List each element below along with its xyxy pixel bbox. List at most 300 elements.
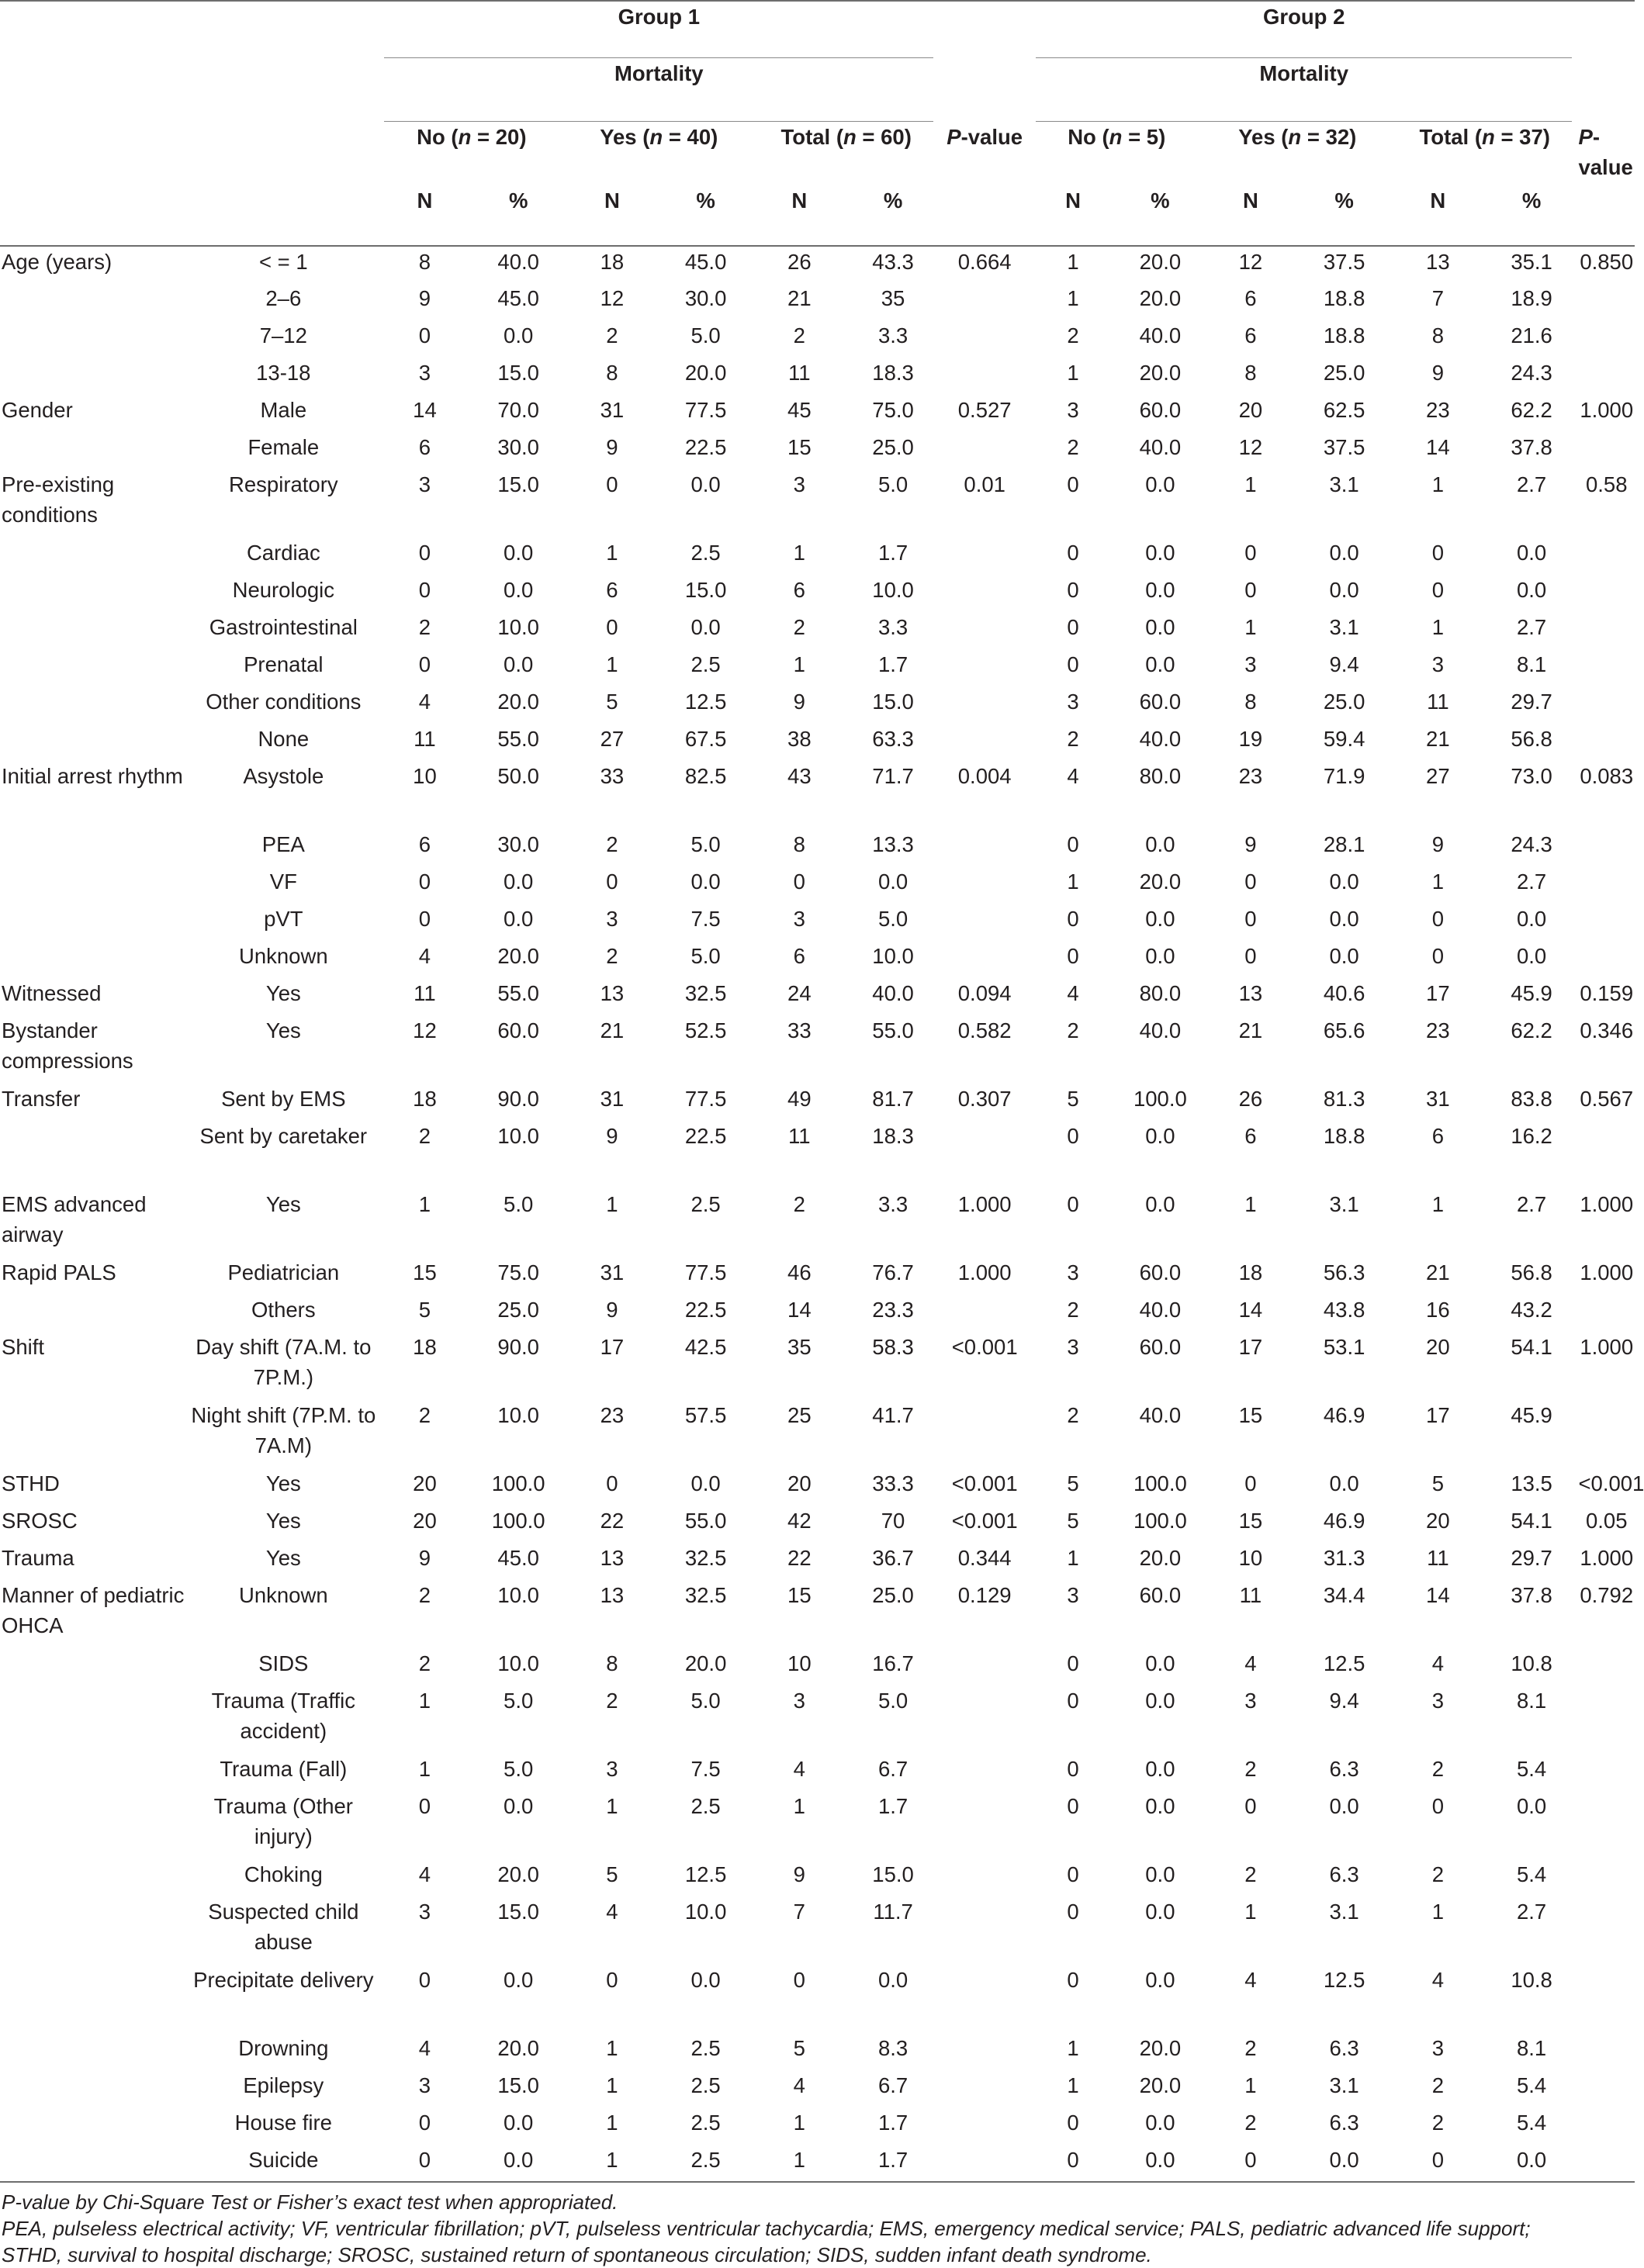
g2-no-pct-cell: 60.0: [1139, 398, 1182, 422]
g2-total-pct-cell: 37.8: [1511, 435, 1552, 459]
g1-total-pct-cell: 1.7: [877, 652, 909, 676]
g1-total-pct-cell: 1.7: [877, 541, 909, 565]
g1-no-n-cell: 10: [413, 764, 437, 788]
g1-yes-pct-cell: 7.5: [690, 1757, 721, 1781]
g2-yes-n-cell: 6: [1244, 286, 1257, 310]
g2-pvalue-cell: [1578, 358, 1635, 395]
g2-no-n-cell: 0: [1067, 2111, 1079, 2135]
row-category: Other conditions: [206, 690, 362, 714]
g1-total-n-cell: 14: [787, 1298, 812, 1322]
g1-no-n-cell: 2: [418, 1583, 431, 1607]
g1-yes-n-cell: 9: [606, 1124, 618, 1148]
row-category: Precipitate delivery: [193, 1968, 374, 1992]
g1-total-pct-cell: 0.0: [877, 870, 909, 894]
g2-total-pct-cell: 2.7: [1516, 870, 1547, 894]
g1-total-pct-cell: 3.3: [877, 323, 909, 347]
table-row: [0, 829, 1635, 866]
g2-yes-n-cell: 11: [1239, 1583, 1262, 1607]
g1-total-pct-cell: 6.7: [877, 1757, 909, 1781]
g2-yes-n-cell: 12: [1238, 435, 1263, 459]
g1-no-pct-cell: 20.0: [497, 1862, 539, 1886]
g1-yes-pct-cell: 52.5: [684, 1018, 727, 1042]
row-category: None: [258, 727, 310, 751]
g2-yes-n-cell: 1: [1244, 1192, 1257, 1216]
g2-total-pct-cell: 37.8: [1511, 1583, 1552, 1607]
g1-total-n-cell: 21: [787, 286, 812, 310]
g2-total-pct-cell: 18.9: [1511, 286, 1552, 310]
g2-yes-n-cell: 19: [1238, 727, 1263, 751]
row-variable: [0, 1754, 189, 1791]
g1-yes-n-cell: 1: [566, 2145, 659, 2182]
g1-no-n-cell: 18: [413, 1087, 437, 1111]
g2-yes-pct-cell: 46.9: [1323, 1403, 1365, 1427]
g2-yes-pct-cell: 65.6: [1323, 1018, 1365, 1042]
g1-total-n-col: N: [753, 185, 846, 246]
g2-no-pct-cell: 100.0: [1133, 1509, 1187, 1533]
g2-total-pct-cell: 0.0: [1516, 578, 1547, 602]
g1-pvalue-cell: [940, 358, 1029, 395]
g2-total-n-cell: 17: [1426, 1403, 1450, 1427]
g1-yes-n-cell: 31: [600, 1260, 625, 1284]
g1-total-n-cell: 1: [793, 541, 805, 565]
row-category: Respiratory: [229, 472, 338, 496]
g2-yes-n-cell: 4: [1244, 1968, 1257, 1992]
g2-no-n-cell: 0: [1067, 1689, 1079, 1713]
table-body: [0, 246, 1644, 2182]
g1-no-pct-cell: 30.0: [497, 832, 539, 856]
g2-yes-n-cell: 1: [1244, 472, 1257, 496]
g1-yes-pct-cell: 20.0: [684, 1651, 727, 1675]
g2-total-n-cell: 1: [1431, 1192, 1444, 1216]
g1-total-n-cell: 22: [787, 1546, 812, 1570]
g2-yes-pct-cell: 43.8: [1323, 1298, 1365, 1322]
g2-pvalue-cell: [1578, 1965, 1635, 2033]
g2-no-pct-cell: 40.0: [1139, 727, 1182, 751]
g1-yes-pct-cell: 32.5: [684, 1583, 727, 1607]
g1-total-n-cell: 11: [788, 1124, 811, 1148]
g1-no-pct-cell: 0.0: [504, 907, 534, 931]
g1-total-n-cell: 4: [793, 2073, 805, 2097]
g2-total-n-cell: 23: [1426, 398, 1450, 422]
g1-total-pct-cell: 70: [881, 1509, 905, 1533]
g1-total-n-cell: 1: [793, 1794, 805, 1818]
g2-total-n-cell: 13: [1426, 250, 1450, 274]
g2-yes-pct-cell: 3.1: [1329, 1900, 1359, 1924]
g2-no-pct-cell: 60.0: [1139, 690, 1182, 714]
g1-no-pct-cell: 55.0: [497, 727, 539, 751]
g1-no-n-cell: 9: [418, 286, 431, 310]
g1-pvalue-cell: [940, 724, 1029, 761]
g1-total-n-cell: 35: [787, 1335, 812, 1359]
row-variable: Witnessed: [2, 981, 102, 1005]
g2-pvalue-cell: [1578, 1859, 1635, 1896]
g2-yes-pct-cell: 18.8: [1323, 286, 1365, 310]
g2-no-pct-cell: 20.0: [1139, 2073, 1182, 2097]
g2-pvalue-cell: [1578, 2033, 1635, 2070]
g2-yes-n-cell: 1: [1244, 2073, 1257, 2097]
g1-pvalue-cell: [940, 2107, 1029, 2145]
g2-total-pct-cell: 13.5: [1511, 1471, 1552, 1495]
g2-yes-pct-col: %: [1297, 185, 1391, 246]
g2-pvalue-cell: 0.159: [1580, 981, 1634, 1005]
g1-yes-n-cell: 9: [606, 1298, 618, 1322]
g1-total-pct-cell: 3.3: [877, 615, 909, 639]
row-variable: [0, 612, 189, 649]
g2-yes-n-cell: 12: [1238, 250, 1263, 274]
g1-yes-n-cell: 3: [606, 907, 618, 931]
g1-pvalue-cell: [940, 575, 1029, 612]
g2-total-pct-cell: 73.0: [1511, 764, 1552, 788]
g2-total-pct-cell: 54.1: [1511, 1509, 1552, 1533]
table-row: [0, 395, 1635, 432]
g2-no-n-cell: 3: [1067, 690, 1079, 714]
table-row: [0, 1257, 1635, 1295]
g1-no-pct-cell: 100.0: [491, 1509, 545, 1533]
g2-total-pct-cell: 5.4: [1516, 2073, 1547, 2097]
g2-yes-n-cell: 2: [1244, 2036, 1257, 2060]
g2-pvalue-cell: 0.567: [1580, 1087, 1634, 1111]
g2-yes-n-cell: 0: [1204, 2145, 1298, 2182]
table-row: [0, 1859, 1635, 1896]
g2-total-n-cell: 17: [1426, 981, 1450, 1005]
g1-yes-n-col: N: [566, 185, 659, 246]
row-category: < = 1: [258, 250, 308, 274]
g2-yes-n-cell: 0: [1244, 541, 1257, 565]
row-variable: [0, 283, 189, 320]
g1-no-n-cell: 8: [418, 250, 431, 274]
g2-yes-pct-cell: 9.4: [1329, 652, 1359, 676]
g2-no-n-cell: 4: [1067, 981, 1079, 1005]
g2-yes-pct-cell: 37.5: [1323, 435, 1365, 459]
g2-no-n-cell: 0: [1067, 578, 1079, 602]
g2-total-n-cell: 20: [1426, 1509, 1450, 1533]
g1-no-pct-cell: 90.0: [497, 1087, 539, 1111]
g1-pvalue-cell: [940, 612, 1029, 649]
g1-total-pct-cell: 36.7: [872, 1546, 914, 1570]
g1-yes-pct-cell: 57.5: [684, 1403, 727, 1427]
g1-yes-n-cell: 23: [600, 1403, 625, 1427]
g2-pvalue-cell: [1578, 829, 1635, 866]
g2-pvalue-cell: [1578, 320, 1635, 358]
g2-total-pct-cell: 0.0: [1516, 541, 1547, 565]
g2-yes-n-cell: 6: [1244, 323, 1257, 347]
g1-total-pct-cell: 75.0: [872, 398, 914, 422]
g1-no-n-cell: 4: [418, 2036, 431, 2060]
g2-yes-n-cell: 15: [1238, 1403, 1263, 1427]
row-category: 13-18: [256, 361, 311, 385]
g1-yes-pct-cell: 2.5: [690, 1794, 721, 1818]
g1-no-n-cell: 5: [418, 1298, 431, 1322]
g1-yes-n-cell: 6: [606, 578, 618, 602]
g2-total-n-cell: 2: [1431, 1757, 1444, 1781]
g2-total-n-cell: 16: [1426, 1298, 1450, 1322]
g1-no-pct-cell: 45.0: [497, 286, 539, 310]
g1-total-n-cell: 1: [793, 652, 805, 676]
g2-no-n-cell: 0: [1067, 541, 1079, 565]
table-row: [0, 1791, 1635, 1859]
g2-yes-pct-cell: 18.8: [1323, 1124, 1365, 1148]
g1-pvalue-cell: <0.001: [951, 1509, 1018, 1533]
g2-no-pct-cell: 0.0: [1145, 1124, 1175, 1148]
g2-yes-n-cell: 6: [1244, 1124, 1257, 1148]
g2-total-pct-cell: 2.7: [1516, 472, 1547, 496]
g1-yes-n-cell: 1: [606, 541, 618, 565]
table-row: [0, 2070, 1635, 2107]
g2-no-n-cell: 0: [1067, 472, 1079, 496]
g1-no-pct-cell: 0.0: [504, 1968, 534, 1992]
g2-no-pct-cell: 0.0: [1145, 541, 1175, 565]
g2-no-pct-cell: 60.0: [1139, 1260, 1182, 1284]
g1-total-n-cell: 25: [787, 1403, 812, 1427]
g1-no-n-cell: 6: [418, 832, 431, 856]
g1-yes-n-cell: 2: [606, 1689, 618, 1713]
g2-yes-n-cell: 2: [1244, 1757, 1257, 1781]
g2-no-n-cell: 5: [1067, 1471, 1079, 1495]
row-variable: EMS advanced airway: [2, 1192, 147, 1246]
g2-total-pct-cell: 10.8: [1511, 1651, 1552, 1675]
table-footnotes: [2, 2189, 1631, 2268]
g1-no-pct-cell: 15.0: [497, 2073, 539, 2097]
g2-yes-n-cell: 8: [1244, 690, 1257, 714]
g2-total-pct-cell: 8.1: [1516, 2036, 1547, 2060]
g2-total-pct-cell: 0.0: [1485, 2145, 1579, 2182]
g1-total-n-cell: 0: [793, 870, 805, 894]
g2-no-pct-cell: 80.0: [1139, 764, 1182, 788]
g1-pvalue-cell: 1.000: [957, 1260, 1012, 1284]
g1-pvalue-cell: [940, 1965, 1029, 2033]
g2-no-n-cell: 0: [1067, 944, 1079, 968]
g1-no-pct-cell: 0.0: [504, 652, 534, 676]
row-category: Choking: [244, 1862, 323, 1886]
g2-yes-n-cell: 13: [1238, 981, 1263, 1005]
g2-total-pct-cell: 35.1: [1511, 250, 1552, 274]
g1-total-pct-cell: 15.0: [872, 1862, 914, 1886]
g1-pvalue-cell: [940, 2145, 1029, 2182]
g1-no-n-cell: 0: [418, 323, 431, 347]
g2-pvalue-cell: 0.05: [1585, 1509, 1628, 1533]
g1-pvalue-cell: 0.307: [957, 1087, 1012, 1111]
g2-pvalue-cell: [1578, 1791, 1635, 1859]
g2-total-pct-cell: 24.3: [1511, 832, 1552, 856]
g1-no-pct-cell: 0.0: [504, 2111, 534, 2135]
row-category: 2–6: [265, 286, 302, 310]
g1-total-n-cell: 1: [753, 2145, 846, 2182]
g2-pvalue-cell: 1.000: [1580, 398, 1634, 422]
table-row: [0, 941, 1635, 978]
g1-no-n-cell: 3: [418, 361, 431, 385]
g1-pvalue-cell: [940, 904, 1029, 941]
g2-yes-pct-cell: 0.0: [1329, 870, 1359, 894]
g2-total-n-cell: 0: [1391, 2145, 1485, 2182]
g1-yes-pct-cell: 10.0: [684, 1900, 727, 1924]
g1-yes-pct-cell: 45.0: [684, 250, 727, 274]
table-row: [0, 978, 1635, 1015]
g1-no-pct-cell: 15.0: [497, 472, 539, 496]
row-variable: Shift: [2, 1335, 45, 1359]
g1-total-pct-cell: 41.7: [872, 1403, 914, 1427]
g1-total-n-cell: 11: [788, 361, 811, 385]
g1-total-n-cell: 6: [793, 944, 805, 968]
g2-yes-pct-cell: 6.3: [1329, 1862, 1359, 1886]
g1-yes-pct-cell: 67.5: [684, 727, 727, 751]
g1-no-pct-cell: 30.0: [497, 435, 539, 459]
g1-no-pct-cell: 0.0: [504, 870, 534, 894]
row-category: Trauma (Traffic accident): [211, 1689, 356, 1743]
g2-yes-n-cell: 20: [1238, 398, 1263, 422]
g2-yes-n-cell: 1: [1244, 1900, 1257, 1924]
g1-total-pct-cell: 33.3: [872, 1471, 914, 1495]
g1-no-n-cell: 1: [418, 1689, 431, 1713]
table-row: [0, 1015, 1635, 1084]
g2-pvalue-cell: [1578, 904, 1635, 941]
g2-total-n-cell: 4: [1431, 1651, 1444, 1675]
footnote-abbreviations-2: STHD, survival to hospital discharge; SROSC, sustained return of spontaneous circulation; SIDS, sudden infant death syndrome.: [2, 2243, 1152, 2266]
row-variable: Pre-existing conditions: [2, 472, 115, 527]
g1-no-n-cell: 0: [418, 652, 431, 676]
row-variable: [0, 941, 189, 978]
g1-no-n-cell: 0: [418, 870, 431, 894]
g2-yes-pct-cell: 0.0: [1329, 541, 1359, 565]
g2-no-n-cell: 0: [1030, 2145, 1116, 2182]
row-category: Unknown: [238, 1583, 328, 1607]
g1-yes-n-cell: 13: [600, 981, 625, 1005]
g1-no-pct-cell: 15.0: [497, 1900, 539, 1924]
g2-no-n-cell: 0: [1067, 652, 1079, 676]
g1-no-n-cell: 0: [418, 1968, 431, 1992]
g1-yes-pct-cell: 2.5: [690, 2111, 721, 2135]
g1-total-pct-cell: 15.0: [872, 690, 914, 714]
g2-yes-pct-cell: 0.0: [1329, 1794, 1359, 1818]
row-category: Others: [251, 1298, 316, 1322]
g2-pvalue-cell: 1.000: [1580, 1260, 1634, 1284]
g1-yes-n-cell: 3: [606, 1757, 618, 1781]
g1-total-n-cell: 24: [787, 981, 812, 1005]
g2-pvalue-cell: [1578, 1896, 1635, 1965]
g2-no-pct-cell: 20.0: [1139, 1546, 1182, 1570]
g1-no-pct-cell: 75.0: [497, 1260, 539, 1284]
g1-total-pct-cell: 43.3: [872, 250, 914, 274]
g1-pvalue-cell: 0.094: [957, 981, 1012, 1005]
g2-no-pct-cell: 0.0: [1145, 2111, 1175, 2135]
g2-yes-pct-cell: 25.0: [1323, 690, 1365, 714]
row-variable: [0, 649, 189, 686]
g2-pvalue-cell: [1578, 538, 1635, 575]
g2-no-n-cell: 3: [1067, 398, 1079, 422]
g2-no-pct-cell: 20.0: [1139, 286, 1182, 310]
g1-no-n-cell: 0: [418, 907, 431, 931]
header-row-outcomes: [0, 122, 1635, 185]
row-variable: [0, 432, 189, 469]
g1-pvalue-cell: 0.344: [957, 1546, 1012, 1570]
row-variable: [0, 1121, 189, 1189]
g2-total-pct-cell: 2.7: [1516, 1192, 1547, 1216]
row-category: SIDS: [258, 1651, 309, 1675]
row-category: Day shift (7A.M. to 7P.M.): [196, 1335, 372, 1389]
g2-total-n-cell: 7: [1431, 286, 1444, 310]
header-row-n-pct: [0, 185, 1635, 246]
g1-no-pct-cell: 5.0: [504, 1689, 534, 1713]
g2-pvalue-cell: [1578, 649, 1635, 686]
table-row: [0, 283, 1635, 320]
g1-pvalue-cell: 0.004: [957, 764, 1012, 788]
table-row: [0, 358, 1635, 395]
row-category: Yes: [265, 1509, 301, 1533]
g1-yes-n-cell: 2: [606, 944, 618, 968]
g2-pvalue-cell: [1578, 866, 1635, 904]
row-variable: [0, 686, 189, 724]
g2-total-n-cell: 5: [1431, 1471, 1444, 1495]
row-category: Suspected child abuse: [208, 1900, 359, 1954]
table-row: [0, 724, 1635, 761]
g1-total-pct-cell: 5.0: [877, 907, 909, 931]
g1-no-n-cell: 2: [418, 1124, 431, 1148]
table-row: [0, 320, 1635, 358]
g1-no-pct-cell: 55.0: [497, 981, 539, 1005]
g2-total-n-cell: 8: [1431, 323, 1444, 347]
g1-total-n-cell: 2: [793, 615, 805, 639]
g2-total-pct-cell: 10.8: [1511, 1968, 1552, 1992]
g2-yes-n-cell: 17: [1238, 1335, 1263, 1359]
row-category: House fire: [234, 2111, 332, 2135]
g2-total-n-col: N: [1391, 185, 1485, 246]
g1-total-pct-cell: 10.0: [872, 944, 914, 968]
g2-yes-n-cell: 21: [1238, 1018, 1263, 1042]
g2-total-pct-cell: 29.7: [1511, 1546, 1552, 1570]
g2-yes-pct-cell: 0.0: [1329, 944, 1359, 968]
g1-total-header: Total (n = 60): [780, 125, 912, 149]
row-variable: [0, 2070, 189, 2107]
g1-no-pct-cell: 0.0: [504, 578, 534, 602]
g2-yes-n-cell: 8: [1244, 361, 1257, 385]
g1-yes-pct-cell: 5.0: [690, 323, 721, 347]
g2-total-pct-cell: 56.8: [1511, 1260, 1552, 1284]
g1-total-n-cell: 15: [787, 435, 812, 459]
g1-no-n-cell: 12: [413, 1018, 437, 1042]
g2-total-n-cell: 0: [1431, 541, 1444, 565]
g1-yes-pct-cell: 32.5: [684, 981, 727, 1005]
g1-no-n-cell: 11: [414, 981, 436, 1005]
row-variable: [0, 2107, 189, 2145]
g2-no-pct-cell: 0.0: [1145, 1192, 1175, 1216]
g1-total-pct-cell: 6.7: [877, 2073, 909, 2097]
row-category: Unknown: [238, 944, 328, 968]
g1-no-n-cell: 2: [418, 615, 431, 639]
g2-no-pct-cell: 0.0: [1145, 1900, 1175, 1924]
g2-yes-header: Yes (n = 32): [1238, 125, 1357, 149]
g1-yes-n-cell: 27: [600, 727, 625, 751]
g1-yes-n-cell: 5: [606, 690, 618, 714]
table-row: [0, 761, 1635, 829]
g2-pvalue-cell: [1578, 686, 1635, 724]
g1-no-n-cell: 3: [418, 1900, 431, 1924]
g2-no-pct-cell: 0.0: [1145, 1651, 1175, 1675]
g2-total-pct-cell: 0.0: [1516, 944, 1547, 968]
g1-yes-pct-cell: 7.5: [690, 907, 721, 931]
table-row: [0, 538, 1635, 575]
table-row: [0, 1896, 1635, 1965]
g2-total-pct-cell: 21.6: [1511, 323, 1552, 347]
table-row: [0, 1084, 1635, 1121]
g1-total-pct-cell: 55.0: [872, 1018, 914, 1042]
g1-total-n-cell: 6: [793, 578, 805, 602]
g1-total-pct-cell: 1.7: [877, 2111, 909, 2135]
g1-no-n-cell: 3: [418, 2073, 431, 2097]
g2-no-pct-cell: 0.0: [1145, 832, 1175, 856]
row-category: Drowning: [238, 2036, 329, 2060]
table-row: [0, 1580, 1635, 1648]
g1-total-n-cell: 7: [793, 1900, 805, 1924]
row-category: Night shift (7P.M. to 7A.M): [191, 1403, 376, 1457]
